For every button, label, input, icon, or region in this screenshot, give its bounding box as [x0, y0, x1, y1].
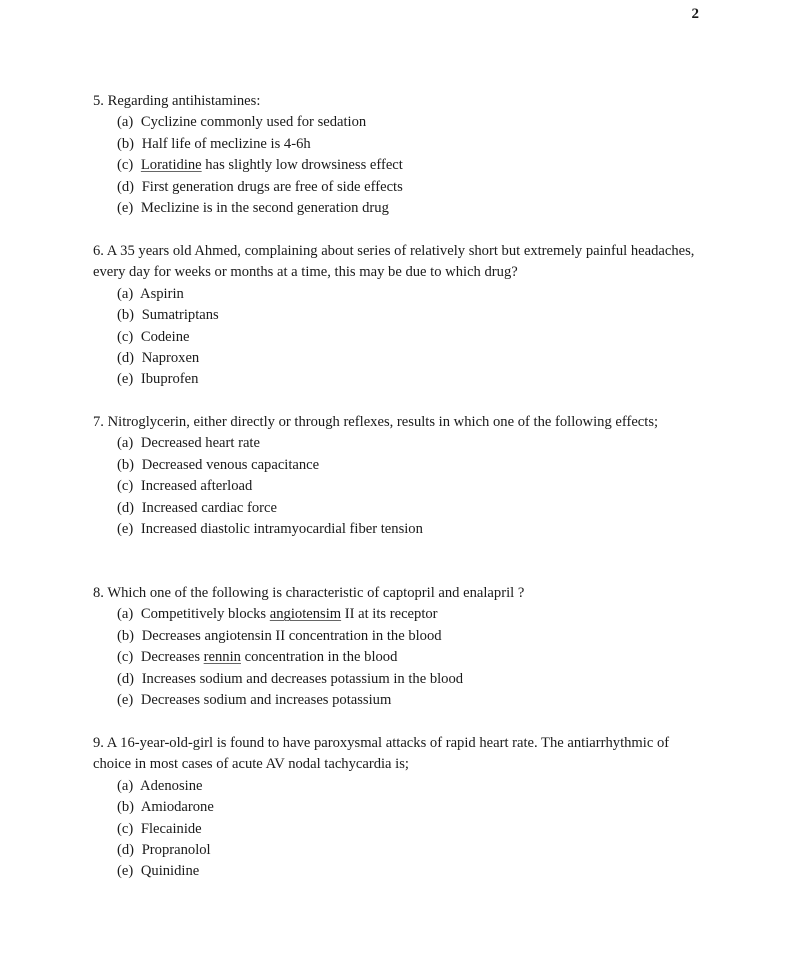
option-label: (c) [117, 649, 134, 666]
option-e [117, 519, 703, 540]
option-text: Aspirin [140, 285, 184, 302]
question-6 [93, 241, 703, 391]
option-list [93, 604, 703, 711]
option-label: (e) [117, 371, 134, 388]
option-label: (c) [117, 328, 134, 345]
page-number: 2 [691, 6, 699, 22]
option-b [117, 305, 703, 326]
option-text-pre: Competitively blocks [140, 606, 270, 623]
option-text: Propranolol [141, 842, 211, 859]
option-label: (e) [117, 200, 134, 217]
option-b [117, 455, 703, 476]
option-label: (b) [117, 456, 135, 473]
option-text: Naproxen [141, 350, 200, 367]
option-label: (e) [117, 692, 134, 709]
option-d [117, 669, 703, 690]
option-label: (d) [117, 842, 135, 859]
option-text: Decreased venous capacitance [141, 456, 320, 473]
option-text: Quinidine [140, 863, 200, 880]
option-text-post: concentration in the blood [240, 649, 398, 666]
option-list [93, 284, 703, 391]
option-e [117, 861, 703, 882]
option-c [117, 647, 703, 668]
option-text: Increases sodium and decreases potassium in the blood [141, 670, 464, 687]
option-b [117, 797, 703, 818]
option-text: Adenosine [140, 777, 203, 794]
option-d [117, 840, 703, 861]
question-7 [93, 412, 703, 540]
option-text: First generation drugs are free of side effects [141, 178, 403, 195]
option-label: (c) [117, 820, 134, 837]
option-d [117, 348, 703, 369]
option-text: Sumatriptans [141, 307, 219, 324]
option-text: Cyclizine commonly used for sedation [140, 114, 367, 131]
option-label: (e) [117, 521, 134, 538]
option-label: (b) [117, 135, 135, 152]
option-e [117, 690, 703, 711]
option-label: (d) [117, 499, 135, 516]
question-5 [93, 91, 703, 219]
option-b [117, 626, 703, 647]
option-list [93, 776, 703, 883]
option-list [93, 433, 703, 540]
option-c [117, 819, 703, 840]
option-text: Ibuprofen [140, 371, 199, 388]
question-stem: 7. Nitroglycerin, either directly or through reflexes, results in which one of the following effects; [93, 414, 659, 430]
option-text: Codeine [140, 328, 190, 345]
option-label: (a) [117, 285, 134, 302]
option-text: Increased cardiac force [141, 499, 277, 516]
option-text: Increased diastolic intramyocardial fiber tension [140, 521, 423, 538]
question-stem: 6. A 35 years old Ahmed, complaining about series of relatively short but extremely painful headaches, every day for weeks or months at a time, this may be due to which drug? [93, 243, 695, 281]
underlined-term: angiotensim [269, 606, 342, 623]
option-label: (d) [117, 670, 135, 687]
option-label: (c) [117, 157, 134, 174]
option-a [117, 284, 703, 305]
option-text-post: has slightly low drowsiness effect [201, 157, 403, 174]
option-label: (e) [117, 863, 134, 880]
option-text: Amiodarone [140, 799, 214, 816]
option-c [117, 327, 703, 348]
option-d [117, 498, 703, 519]
option-text: Decreases sodium and increases potassium [140, 692, 392, 709]
option-list [93, 112, 703, 219]
option-text: Decreased heart rate [140, 435, 260, 452]
option-c [117, 155, 703, 176]
question-stem: 8. Which one of the following is characteristic of captopril and enalapril ? [93, 585, 525, 601]
option-a [117, 112, 703, 133]
option-e [117, 198, 703, 219]
option-c [117, 476, 703, 497]
option-label: (c) [117, 478, 134, 495]
option-e [117, 369, 703, 390]
option-text: Increased afterload [140, 478, 253, 495]
option-text-pre: Decreases [140, 649, 204, 666]
option-text: Flecainide [140, 820, 202, 837]
question-stem: 5. Regarding antihistamines: [93, 93, 261, 109]
option-label: (a) [117, 435, 134, 452]
option-label: (b) [117, 799, 135, 816]
underlined-term: Loratidine [140, 157, 202, 174]
option-text: Decreases angiotensin II concentration in the blood [141, 627, 442, 644]
option-label: (a) [117, 777, 134, 794]
option-text-post: II at its receptor [341, 606, 438, 623]
option-label: (d) [117, 350, 135, 367]
question-stem: 9. A 16-year-old-girl is found to have paroxysmal attacks of rapid heart rate. The antiarrhythmic of choice in most cases of acute AV nodal tachycardia is; [93, 735, 670, 773]
option-text: Meclizine is in the second generation drug [140, 200, 389, 217]
option-label: (b) [117, 307, 135, 324]
question-8 [93, 583, 703, 711]
option-d [117, 177, 703, 198]
option-a [117, 604, 703, 625]
option-label: (a) [117, 606, 134, 623]
question-9 [93, 733, 703, 883]
option-a [117, 776, 703, 797]
underlined-term: rennin [203, 649, 241, 666]
option-label: (a) [117, 114, 134, 131]
option-a [117, 433, 703, 454]
option-label: (b) [117, 627, 135, 644]
option-text: Half life of meclizine is 4-6h [141, 135, 311, 152]
option-b [117, 134, 703, 155]
option-label: (d) [117, 178, 135, 195]
